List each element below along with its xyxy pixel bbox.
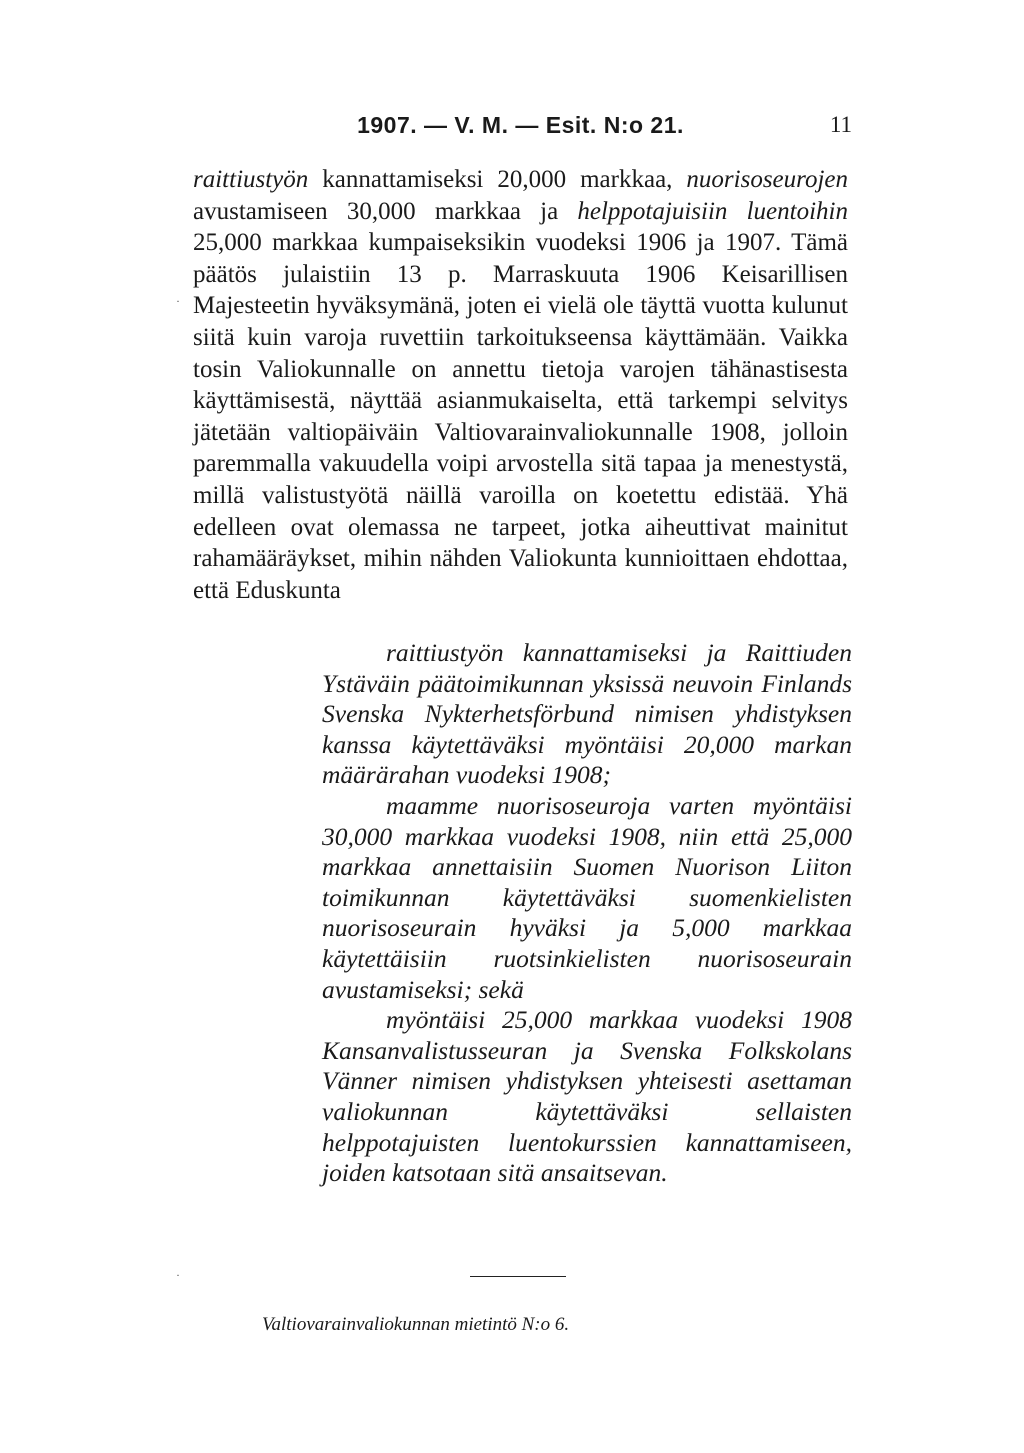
main-text-1: kannattamiseksi 20,000 markkaa, <box>308 166 687 193</box>
main-text-italic-3: helppotajuisiin luentoihin <box>577 197 848 225</box>
main-text-2: avustamiseen 30,000 markkaa ja <box>193 197 578 225</box>
divider-rule <box>470 1276 566 1277</box>
page-number: 11 <box>829 112 852 137</box>
main-text-italic-2: nuorisoseurojen <box>686 166 848 193</box>
resolution-clause-1: raittiustyön kannattamiseksi ja Raittiuden Ystäväin päätoimikunnan yksissä neuvoin Finlands Svenska Nykterhetsförbund nimisen yhdistyksen kanssa käytettäväksi myöntäisi 20,000 markan määrärahan vuodeksi 1908; <box>322 638 852 790</box>
page-header <box>193 112 852 148</box>
margin-dot-lower: · <box>176 1268 180 1282</box>
main-text-3: 25,000 markkaa kumpaiseksikin vuodeksi 1906 ja 1907. Tämä päätös julaistiin 13 p. Marraskuuta 1906 Keisarillisen Majesteetin hyväksymänä, joten ei vielä ole täyttä vuotta kulunut siitä kuin varoja ruvettiin tarkoitukseensa käyttämään. Vaikka tosin Valiokunnalle on annettu tietoja varojen tähänastisesta käyttämisestä, näyttää asianmukaiselta, että tarkempi selvitys jätetään valtiopäiväin Valtiovarainvaliokunnalle 1908, jolloin paremmalla vakuudella voipi arvostella sitä tapaa ja menestystä, millä valistustyötä näillä varoilla on koetettu edistää. Yhä edelleen ovat olemassa ne tarpeet, jotka aiheuttivat mainitut rahamääräykset, mihin nähden Valiokunta kunnioittaen ehdottaa, että Eduskunta <box>193 229 848 604</box>
margin-dot-left: · <box>176 294 180 308</box>
footer-signature: Valtiovarainvaliokunnan mietintö N:o 6. <box>262 1314 570 1335</box>
main-paragraph <box>193 164 848 606</box>
resolution-block <box>322 638 852 1189</box>
resolution-clause-2: maamme nuorisoseuroja varten myöntäisi 30,000 markkaa vuodeksi 1908, niin että 25,000 markkaa annettaisiin Suomen Nuorison Liiton toimikunnan käytettäväksi suomenkielisten nuorisoseurain hyväksi ja 5,000 markkaa käytettäisiin ruotsinkielisten nuorisoseurain avustamiseksi; sekä <box>322 790 852 1004</box>
running-title: 1907. — V. M. — Esit. N:o 21. <box>357 112 684 138</box>
resolution-clause-3: myöntäisi 25,000 markkaa vuodeksi 1908 Kansanvalistusseuran ja Svenska Folkskolans Vänner nimisen yhdistyksen yhteisesti asettaman valiokunnan käytettäväksi sellaisten helppotajuisten luentokurssien kannattamiseen, joiden katsotaan sitä ansaitsevan. <box>322 1005 852 1188</box>
main-text-italic-1: raittiustyön <box>193 166 309 193</box>
